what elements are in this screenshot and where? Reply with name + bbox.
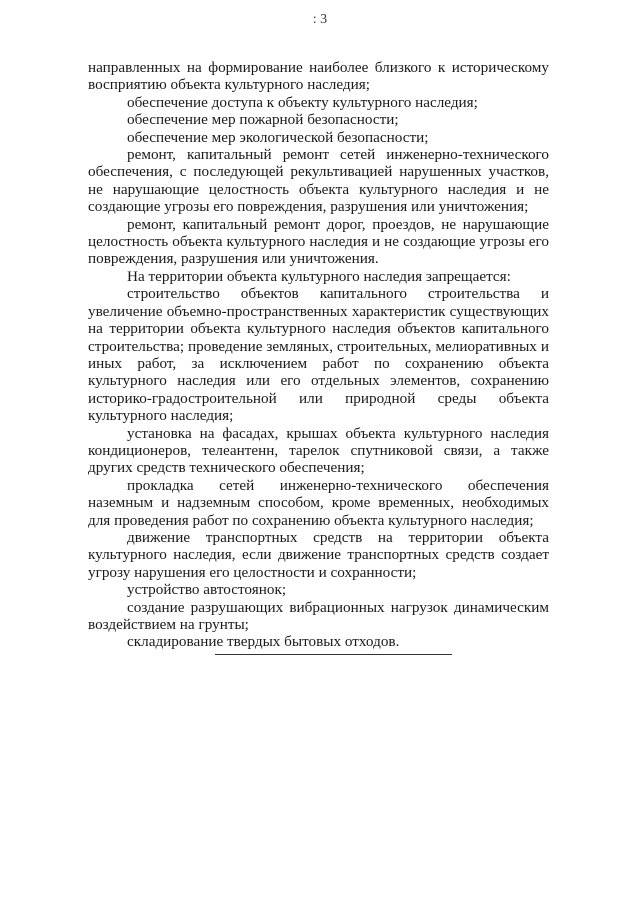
paragraph: прокладка сетей инженерно-технического обеспечения наземным и надземным способом, кроме временных, необходимых для проведения работ по сохранению объекта культурного наследия;	[88, 476, 549, 529]
paragraph: установка на фасадах, крышах объекта культурного наследия кондиционеров, телеантенн, тарелок спутниковой связи, а также других средств технического обеспечения;	[88, 424, 549, 477]
paragraph: обеспечение мер экологической безопасности;	[127, 128, 429, 146]
paragraph: направленных на формирование наиболее близкого к историческому восприятию объекта культурного наследия;	[88, 59, 549, 94]
paragraph: На территории объекта культурного наследия запрещается:	[127, 267, 511, 285]
paragraph: обеспечение доступа к объекту культурного наследия;	[127, 93, 478, 111]
paragraph: строительство объектов капитального строительства и увеличение объемно-пространственных характеристик существующих на территории объекта культурного наследия объектов капитального строительства; проведение земляных, строительных, мелиоративных и иных работ, за исключением работ по сохранению объекта культурного наследия или его отдельных элементов, сохранению историко-градостроительной или природной среды объекта культурного наследия;	[88, 285, 549, 425]
document-body	[88, 59, 549, 651]
paragraph: складирование твердых бытовых отходов.	[127, 633, 400, 651]
end-divider	[215, 654, 452, 655]
page-number: : 3	[312, 12, 328, 27]
paragraph: движение транспортных средств на территории объекта культурного наследия, если движение транспортных средств создает угрозу нарушения его целостности и сохранности;	[88, 528, 549, 581]
paragraph: создание разрушающих вибрационных нагрузок динамическим воздействием на грунты;	[88, 598, 549, 633]
paragraph: обеспечение мер пожарной безопасности;	[127, 111, 399, 129]
paragraph: устройство автостоянок;	[127, 581, 287, 599]
paragraph: ремонт, капитальный ремонт дорог, проездов, не нарушающие целостность объекта культурного наследия и не создающие угрозы его повреждения, разрушения или уничтожения.	[88, 215, 549, 268]
paragraph: ремонт, капитальный ремонт сетей инженерно-технического обеспечения, с последующей рекультивацией нарушенных участков, не нарушающие целостность объекта культурного наследия и не создающие угрозы его повреждения, разрушения или уничтожения;	[88, 146, 549, 216]
